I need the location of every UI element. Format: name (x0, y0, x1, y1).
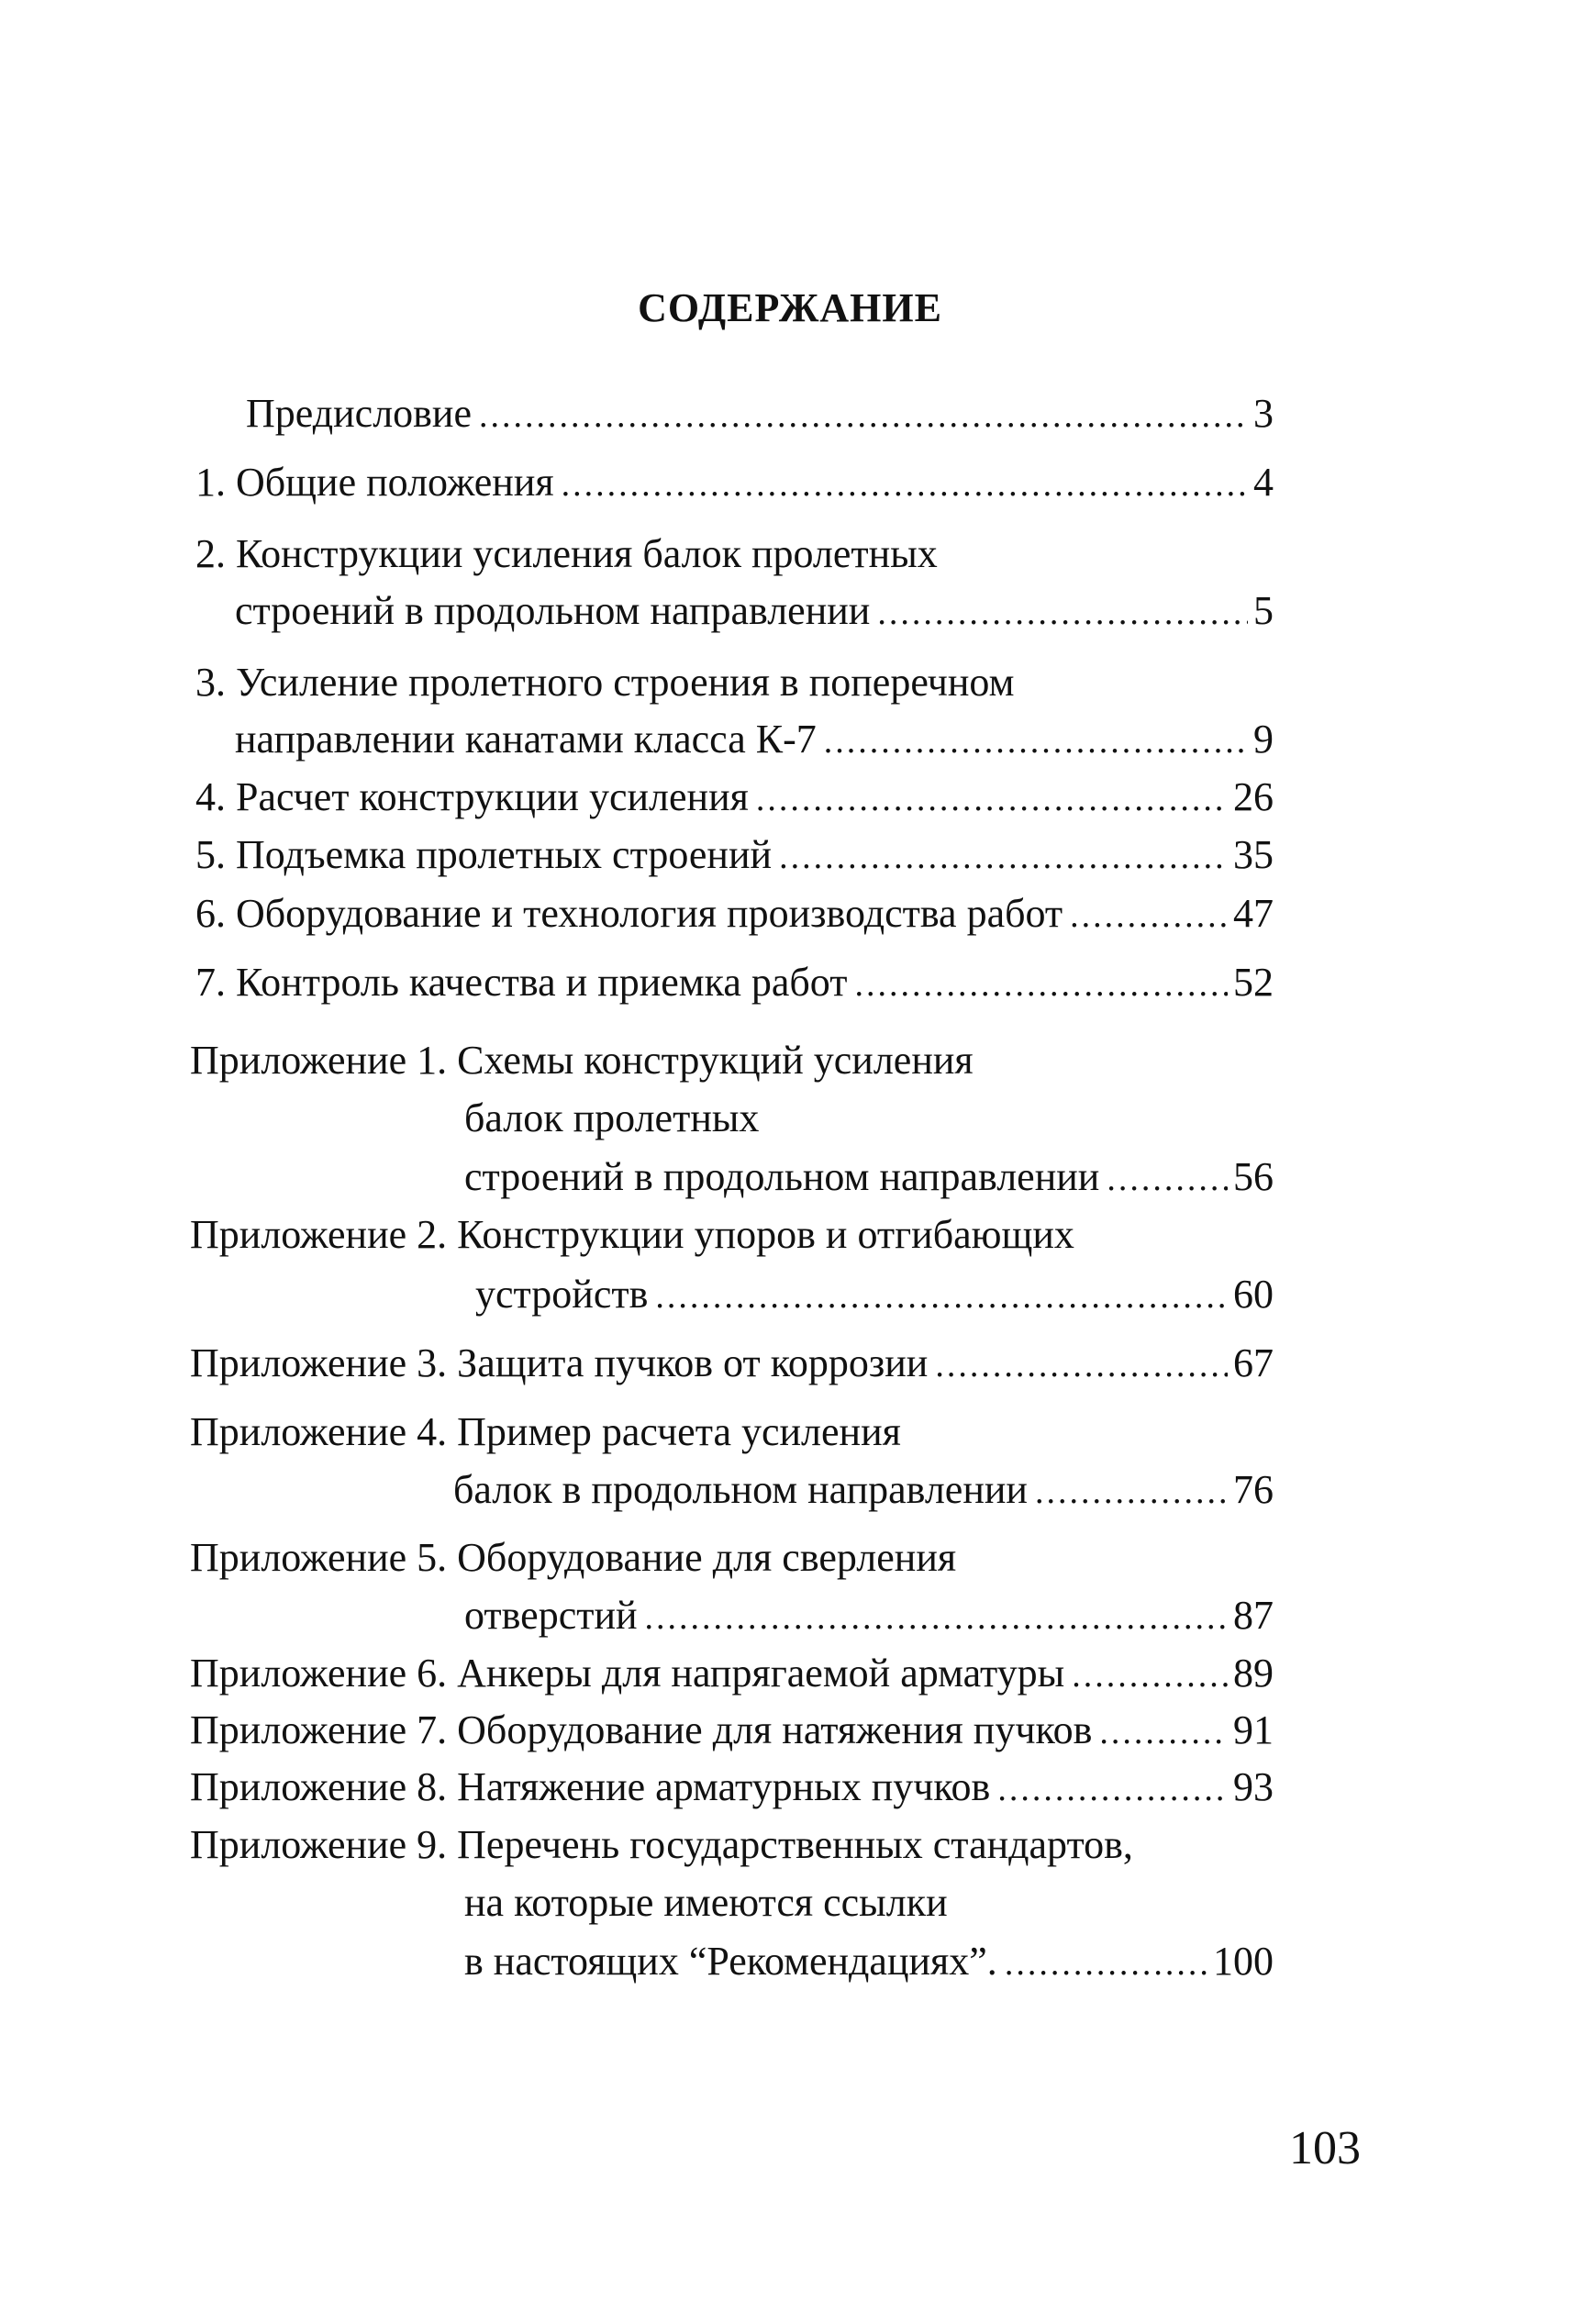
toc-appendix-5-line2 (464, 1592, 1274, 1640)
toc-appendix-8 (190, 1763, 1274, 1811)
toc-entry-title: Приложение 3. Защита пучков от коррозии (190, 1340, 929, 1385)
toc-leader (997, 1763, 1228, 1811)
toc-page-number: 47 (1233, 891, 1274, 936)
toc-entry-title: 7. Контроль качества и приемка работ (195, 960, 848, 1005)
toc-entry-3-line2 (235, 716, 1274, 763)
toc-entry-2-line1 (195, 530, 1274, 578)
toc-appendix-1-line3 (464, 1153, 1274, 1201)
toc-entry-6 (195, 890, 1274, 938)
toc-entry-7 (195, 959, 1274, 1006)
toc-appendix-4-line1 (190, 1408, 1274, 1456)
toc-entry-title: в настоящих “Рекомендациях”. (464, 1939, 997, 1984)
toc-leader (824, 716, 1248, 763)
toc-entry-title: Приложение 5. Оборудование для сверления (190, 1535, 957, 1580)
toc-entry-title: балок пролетных (464, 1095, 760, 1140)
toc-page-number: 87 (1233, 1593, 1274, 1638)
toc-entry-title: 3. Усиление пролетного строения в поперечном (195, 660, 1015, 705)
toc-leader (1035, 1466, 1228, 1514)
toc-entry-2-line2 (235, 587, 1274, 635)
toc-appendix-2-line1 (190, 1211, 1274, 1259)
page-title: СОДЕРЖАНИЕ (638, 285, 942, 330)
toc-entry-title: Приложение 1. Схемы конструкций усиления (190, 1038, 974, 1083)
toc-page-number: 52 (1233, 960, 1274, 1005)
toc-leader (935, 1340, 1228, 1387)
toc-leader (1107, 1153, 1228, 1201)
toc-page-number: 26 (1233, 774, 1274, 819)
toc-leader (1072, 1650, 1228, 1697)
toc-entry-title: 4. Расчет конструкции усиления (195, 774, 749, 819)
toc-entry-title: Приложение 2. Конструкции упоров и отгибающих (190, 1212, 1074, 1257)
toc-leader (854, 959, 1228, 1006)
toc-leader (645, 1592, 1228, 1640)
toc-entry-4 (195, 773, 1274, 821)
toc-page-number: 35 (1233, 832, 1274, 877)
toc-entry-title: 6. Оборудование и технология производства работ (195, 891, 1063, 936)
toc-entry-title: отверстий (464, 1593, 638, 1638)
toc-entry-5 (195, 831, 1274, 879)
toc-leader (1070, 890, 1228, 938)
toc-entry-title: Приложение 4. Пример расчета усиления (190, 1409, 901, 1454)
toc-entry-title: направлении канатами класса К-7 (235, 717, 817, 762)
toc-leader (562, 459, 1248, 506)
toc-page-number: 91 (1233, 1707, 1274, 1752)
toc-entry-title: балок в продольном направлении (453, 1467, 1028, 1512)
toc-appendix-1-line2 (464, 1095, 1274, 1142)
toc-entry-title: Приложение 8. Натяжение арматурных пучков (190, 1764, 991, 1809)
toc-leader (877, 587, 1248, 635)
toc-appendix-4-line2 (453, 1466, 1274, 1514)
toc-page-number: 76 (1233, 1467, 1274, 1512)
toc-page-number: 93 (1233, 1764, 1274, 1809)
toc-entry-title: 2. Конструкции усиления балок пролетных (195, 531, 938, 576)
toc-page-number: 3 (1253, 391, 1274, 436)
toc-appendix-9-line2 (464, 1879, 1274, 1927)
toc-appendix-1-line1 (190, 1037, 1274, 1084)
toc-leader (756, 773, 1228, 821)
toc-appendix-7 (190, 1707, 1274, 1754)
toc-page-number: 60 (1233, 1272, 1274, 1317)
toc-page-number: 67 (1233, 1340, 1274, 1385)
toc-leader (1099, 1707, 1228, 1754)
toc-entry-title: 1. Общие положения (195, 460, 554, 505)
toc-page-number: 100 (1213, 1939, 1274, 1984)
toc-appendix-9-line1 (190, 1821, 1274, 1869)
toc-entry-title: 5. Подъемка пролетных строений (195, 832, 773, 877)
toc-entry-title: устройств (475, 1272, 649, 1317)
toc-page-number: 56 (1233, 1154, 1274, 1199)
toc-leader (1005, 1938, 1207, 1985)
toc-entry-title: строений в продольном направлении (235, 588, 871, 633)
toc-entry-title: Предисловие (246, 391, 472, 436)
toc-entry-title: Приложение 9. Перечень государственных стандартов, (190, 1822, 1133, 1867)
toc-entry-title: строений в продольном направлении (464, 1154, 1100, 1199)
toc-entry-3-line1 (195, 659, 1274, 706)
page-number: 103 (1289, 2122, 1361, 2174)
toc-page-number: 5 (1253, 588, 1274, 633)
toc-leader (655, 1271, 1228, 1318)
toc-page-number: 89 (1233, 1651, 1274, 1696)
toc-page-number: 9 (1253, 717, 1274, 762)
toc-page-number: 4 (1253, 460, 1274, 505)
toc-appendix-2-line2 (475, 1271, 1274, 1318)
toc-entry-title: на которые имеются ссылки (464, 1880, 948, 1925)
toc-leader (479, 390, 1248, 438)
toc-appendix-3 (190, 1340, 1274, 1387)
toc-appendix-5-line1 (190, 1534, 1274, 1582)
toc-entry-preface (246, 390, 1274, 438)
toc-appendix-9-line3 (464, 1938, 1274, 1985)
toc-entry-title: Приложение 7. Оборудование для натяжения пучков (190, 1707, 1093, 1752)
toc-appendix-6 (190, 1650, 1274, 1697)
toc-entry-1 (195, 459, 1274, 506)
toc-leader (779, 831, 1228, 879)
toc-entry-title: Приложение 6. Анкеры для напрягаемой арматуры (190, 1651, 1065, 1696)
